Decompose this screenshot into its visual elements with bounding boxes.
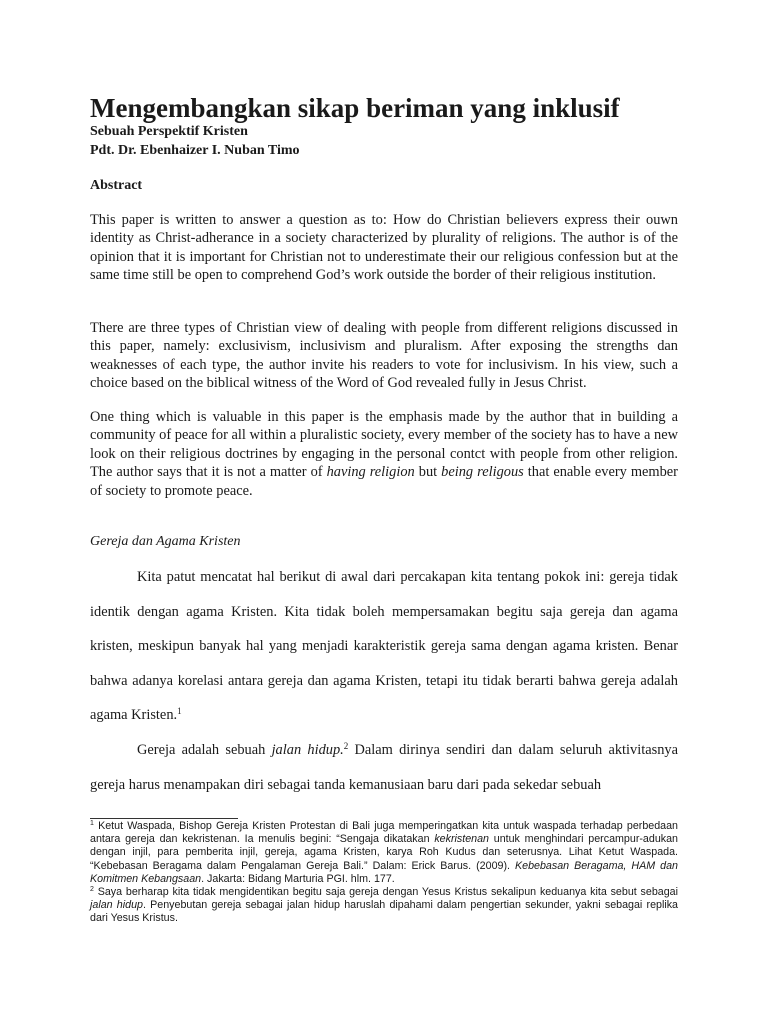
body-paragraph-1	[90, 560, 678, 733]
document-title: Mengembangkan sikap beriman yang inklusif	[90, 93, 620, 123]
abstract-paragraph-3	[90, 408, 678, 500]
abstract-p3-italic-being-religous: being religous	[441, 464, 524, 481]
footnote-1-italic-book-title: Kebebasan Beragama, HAM dan Komitmen Kebangsaan	[90, 859, 679, 885]
footnote-1-text: . Jakarta: Bidang Marturia PGI. hlm. 177.	[201, 872, 395, 885]
footnote-1-text: Ketut Waspada, Bishop Gereja Kristen Protestan di Bali juga memperingatkan kita untuk waspada terhadap perbedaan antara gereja dan kekristenan. Ia menulis begini: “Sengaja dikatakan	[90, 820, 678, 846]
abstract-p3-text: that enable every member of society to promote peace.	[90, 464, 678, 499]
footnote-2	[90, 886, 678, 926]
abstract-p3-text: One thing which is valuable in this paper is the emphasis made by the author that in building a community of peace for all within a pluralistic society, every member of the society has to have a new look on their religious doctrines by engaging in the personal contct with people from other religion. The author says that it is not a matter of	[90, 409, 678, 481]
footnotes	[90, 820, 678, 926]
footnote-2-italic: jalan hidup	[90, 899, 143, 912]
abstract-p3-text: but	[414, 464, 442, 481]
body-p2-text: Gereja adalah sebuah	[137, 742, 272, 758]
footnote-ref-2[interactable]: 2	[343, 741, 349, 751]
section-title: Gereja dan Agama Kristen	[90, 534, 241, 549]
body-p1-text: Kita patut mencatat hal berikut di awal dari percakapan kita tentang pokok ini: gereja tidak identik dengan agama Kristen. Kita tidak boleh mempersamakan begitu saja gereja dan agama kristen, meskipun banyak hal yang menjadi karakteristik gereja sama dengan agama kristen. Benar bahwa adanya korelasi antara gereja dan agama Kristen, tetapi itu tidak berarti bahwa gereja adalah agama Kristen.	[90, 569, 678, 724]
footnote-2-number: 2	[90, 886, 94, 894]
abstract-p3-italic-having-religion: having religion	[326, 464, 415, 481]
footnote-1	[90, 820, 678, 886]
abstract-heading: Abstract	[90, 178, 143, 193]
footnote-separator	[90, 818, 238, 819]
body-p2-italic-jalan-hidup: jalan hidup.	[271, 742, 344, 758]
document-subtitle: Sebuah Perspektif Kristen	[90, 124, 248, 139]
footnote-ref-1[interactable]: 1	[177, 706, 182, 717]
footnote-2-text: Saya berharap kita tidak mengidentikan begitu saja gereja dengan Yesus Kristus sekalipun keduanya kita sebut sebagai	[93, 886, 678, 899]
abstract-paragraph-2: There are three types of Christian view of dealing with people from different religions discussed in this paper, namely: exclusivism, inclusivism and pluralism. After exposing the strengths dan weaknesses of each type, the author invite his readers to vote for inclusivism. In his view, such a choice based on the biblical witness of the Word of God revealed fully in Jesus Christ.	[90, 320, 678, 392]
body-paragraph-2	[90, 733, 678, 802]
body-p2-text: Dalam dirinya sendiri dan dalam seluruh aktivitasnya gereja harus menampakan diri sebagai tanda kemanusiaan baru dari pada sekedar sebuah	[90, 742, 679, 793]
footnote-1-text: untuk menghindari percampur-adukan dengan injil, para pemberita injil, gereja, agama Kristen, karya Roh Kudus dan seterusnya. Lihat Ketut Waspada. “Kebebasan Beragama dalam Pengalaman Gereja Bali.” Dalam: Erick Barus. (2009).	[90, 833, 678, 872]
footnote-1-number: 1	[90, 820, 94, 827]
abstract-paragraph-1: This paper is written to answer a question as to: How do Christian believers express their ouwn identity as Christ-adherance in a society characterized by plurality of religions. The author is of the opinion that it is important for Christian not to underestimate their our religious confession but at the same time still be open to comprehend God’s work outside the border of their religious institution.	[90, 212, 678, 284]
document-author: Pdt. Dr. Ebenhaizer I. Nuban Timo	[90, 143, 300, 158]
footnote-2-text: . Penyebutan gereja sebagai jalan hidup haruslah dipahami dalam pengertian sekunder, yakni sebagai replika dari Yesus Kristus.	[90, 899, 679, 925]
footnote-1-italic: kekristenan	[434, 833, 489, 846]
